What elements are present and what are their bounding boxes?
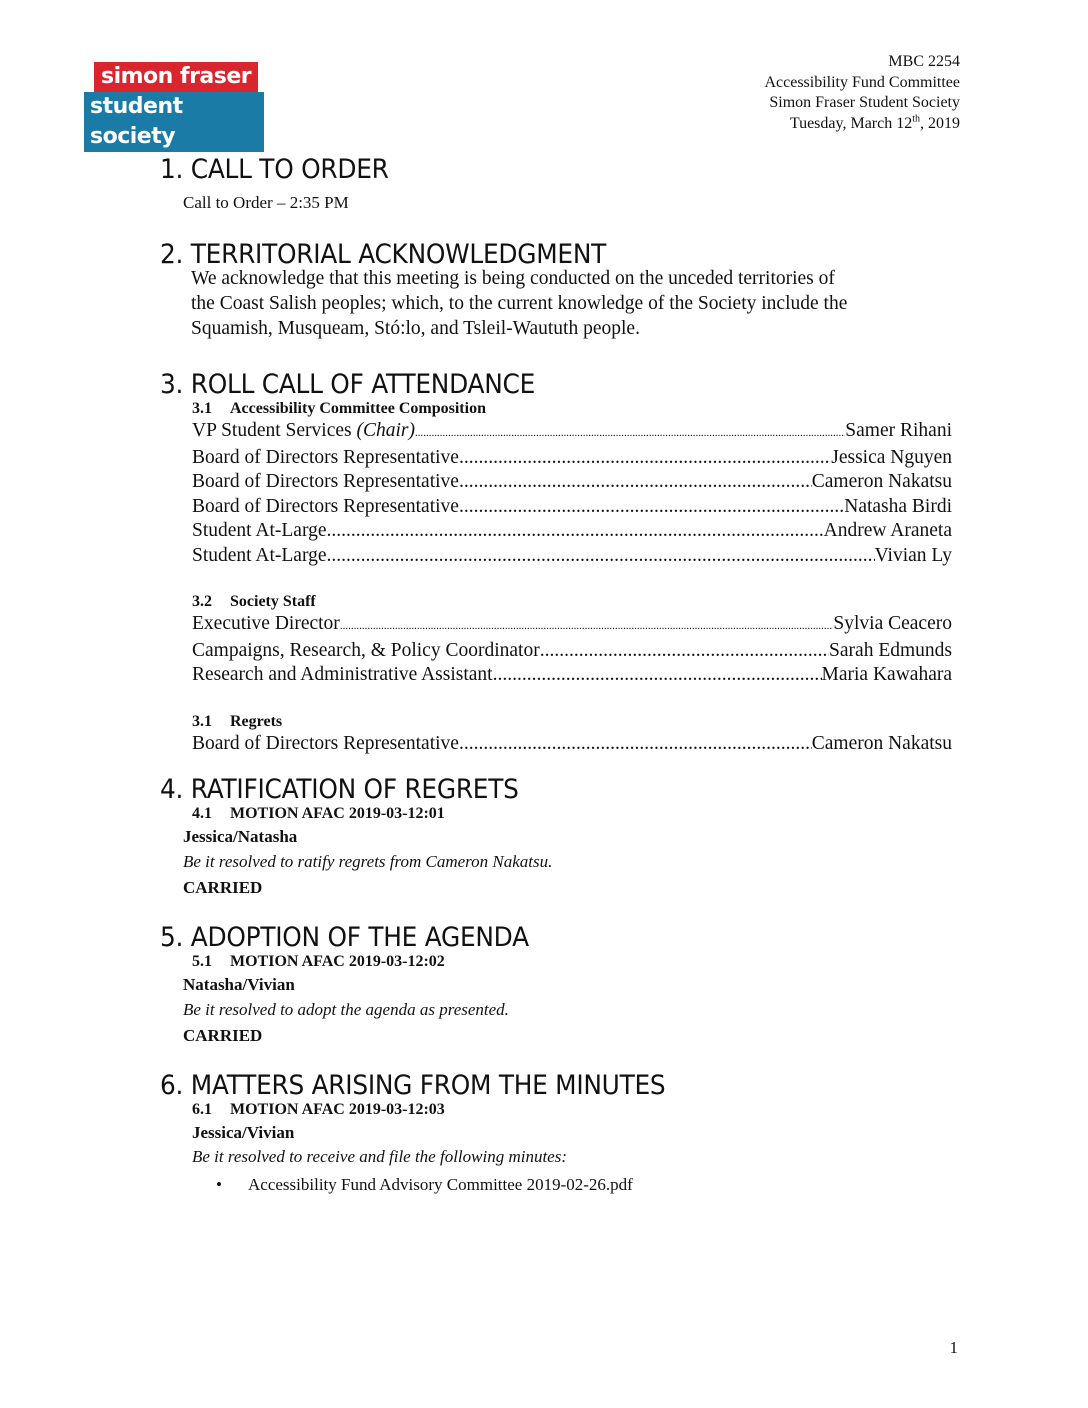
attendee-row: VP Student Services (Chair) ..... Samer Rihani — [192, 419, 952, 446]
ack-line: Squamish, Musqueam, Stó:lo, and Tsleil-Waututh people. — [191, 318, 640, 339]
attendee-row: Student At-Large ..... Vivian Ly — [192, 544, 952, 569]
motion-movers: Natasha/Vivian — [183, 975, 295, 994]
list-item — [216, 1173, 960, 1197]
attendee-row: Board of Directors Representative ..... Cameron Nakatsu — [192, 470, 952, 495]
motion-result: CARRIED — [183, 1026, 263, 1045]
section-heading: 1. CALL TO ORDER — [160, 154, 389, 185]
logo-line-1: simon fraser — [94, 62, 258, 92]
subsection-heading: 3.1 Regrets — [192, 712, 283, 730]
section-heading: 4. RATIFICATION OF REGRETS — [160, 774, 519, 805]
section-heading: 5. ADOPTION OF THE AGENDA — [160, 922, 529, 953]
section-roll-call — [160, 365, 960, 756]
section-heading: 2. TERRITORIAL ACKNOWLEDGMENT — [160, 239, 607, 270]
motion-text: Be it resolved to ratify regrets from Cameron Nakatsu. — [183, 852, 553, 871]
motion-heading: 4.1 MOTION AFAC 2019-03-12:01 — [192, 805, 445, 822]
regrets-list — [160, 732, 960, 757]
section-ratification-of-regrets — [160, 770, 960, 901]
attendee-row: Board of Directors Representative ..... Natasha Birdi — [192, 495, 952, 520]
call-to-order-text: Call to Order – 2:35 PM — [183, 193, 349, 212]
motion-text: Be it resolved to adopt the agenda as presented. — [183, 1000, 509, 1019]
ack-line: We acknowledge that this meeting is being conducted on the unceded territories of — [191, 268, 835, 289]
page-number: 1 — [949, 1338, 958, 1357]
motion-movers: Jessica/Vivian — [192, 1123, 295, 1142]
motion-heading: 5.1 MOTION AFAC 2019-03-12:02 — [192, 953, 445, 970]
logo-line-2: student society — [84, 92, 264, 152]
regret-row: Board of Directors Representative ..... Cameron Nakatsu — [192, 732, 952, 757]
motion-result: CARRIED — [183, 878, 263, 897]
sfss-logo — [84, 62, 264, 152]
attendee-row: Student At-Large ..... Andrew Araneta — [192, 519, 952, 544]
section-heading: 3. ROLL CALL OF ATTENDANCE — [160, 369, 536, 400]
motion-movers: Jessica/Natasha — [183, 827, 298, 846]
document-header — [764, 52, 960, 135]
subsection-heading: 3.1 Accessibility Committee Composition — [192, 400, 486, 417]
section-call-to-order — [160, 150, 960, 213]
minutes-file-name: Accessibility Fund Advisory Committee 2019-02-26.pdf — [248, 1175, 633, 1194]
staff-row: Research and Administrative Assistant ..... Maria Kawahara — [192, 663, 952, 688]
motion-text: Be it resolved to receive and file the following minutes: — [192, 1147, 568, 1166]
organization-name: Simon Fraser Student Society — [769, 94, 960, 112]
attendee-row: Board of Directors Representative ..... Jessica Nguyen — [192, 446, 952, 471]
section-adoption-of-agenda — [160, 918, 960, 1049]
minutes-body — [160, 150, 960, 1197]
section-matters-arising — [160, 1066, 960, 1197]
staff-row: Executive Director ..... Sylvia Ceacero — [192, 612, 952, 639]
composition-list — [160, 419, 960, 568]
staff-list — [160, 612, 960, 688]
committee-name: Accessibility Fund Committee — [764, 73, 960, 91]
ack-line: the Coast Salish peoples; which, to the current knowledge of the Society include the — [191, 293, 848, 314]
meeting-date: Tuesday, March 12th, 2019 — [789, 113, 960, 133]
acknowledgment-text — [191, 266, 960, 341]
staff-row: Campaigns, Research, & Policy Coordinator ..... Sarah Edmunds — [192, 639, 952, 664]
section-territorial-acknowledgment — [160, 235, 960, 341]
subsection-heading: 3.2 Society Staff — [192, 593, 316, 610]
meeting-code: MBC 2254 — [888, 53, 960, 70]
motion-heading: 6.1 MOTION AFAC 2019-03-12:03 — [192, 1101, 445, 1118]
section-heading: 6. MATTERS ARISING FROM THE MINUTES — [160, 1070, 666, 1101]
bullet-icon: • — [216, 1175, 222, 1194]
